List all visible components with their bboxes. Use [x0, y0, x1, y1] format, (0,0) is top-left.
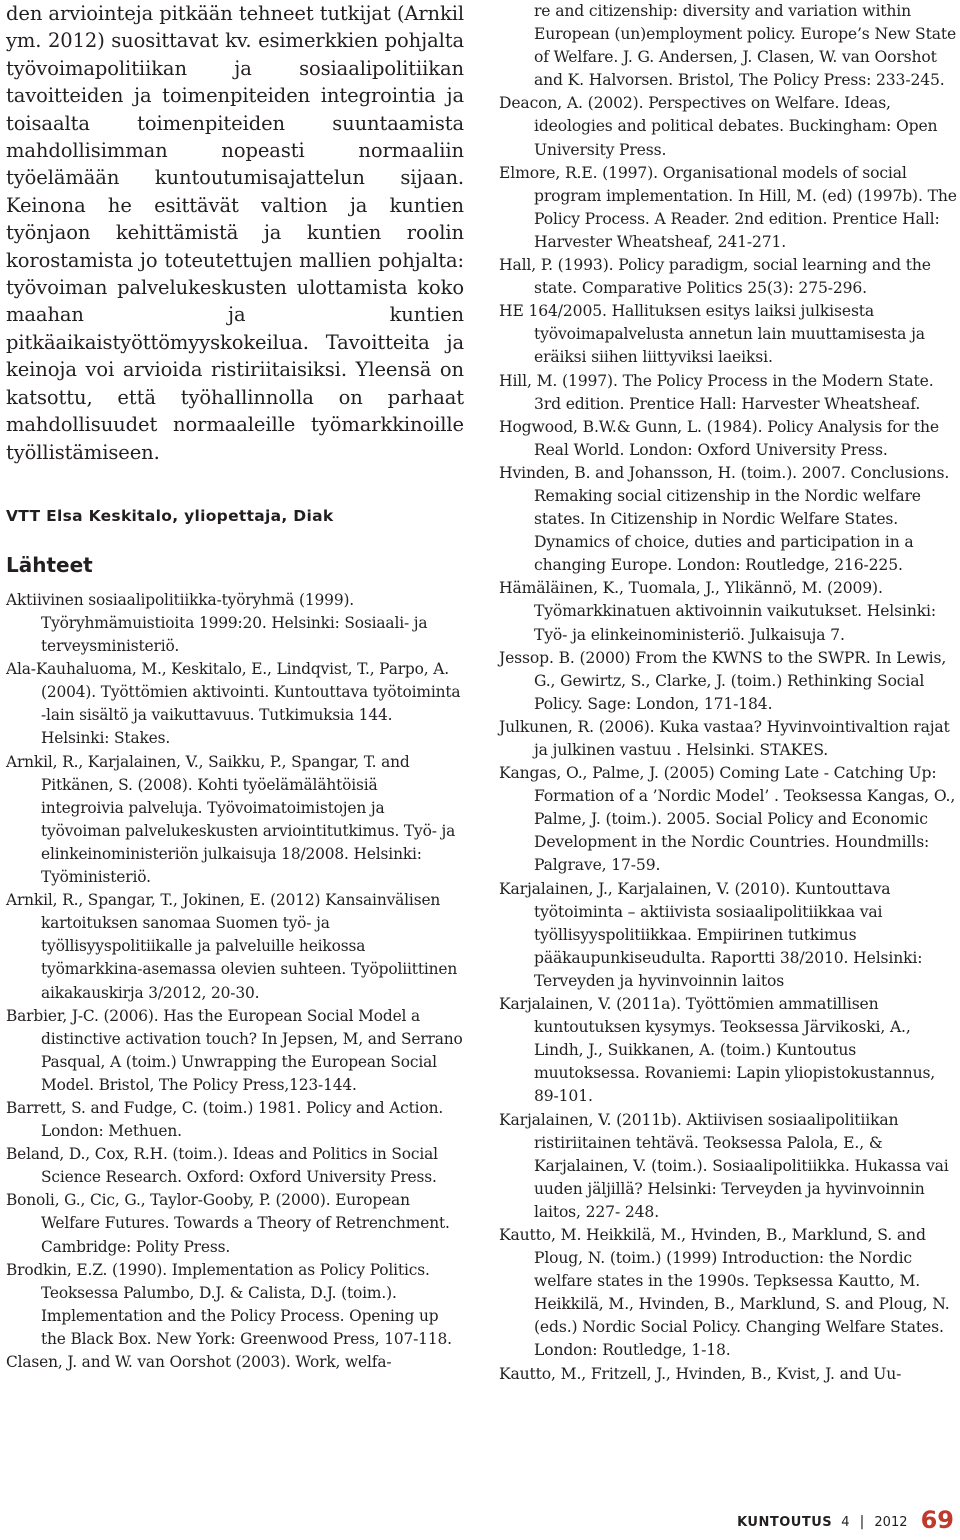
reference-item: Aktiivinen sosiaalipolitiikka-työryhmä (1999). Työryhmämuistioita 1999:20. Helsinki: Sosiaali- ja terveysministeriö.	[6, 590, 428, 656]
reference-item: Karjalainen, V. (2011b). Aktiivisen sosiaalipolitiikan ristiriitainen tehtävä. Teoksessa Palola, E., & Karjalainen, V. (toim.). Sosiaalipolitiikka. Hukassa vai uuden jäljillä? Helsinki: Terveyden ja hyvinvoinnin laitos, 227- 248.	[499, 1110, 949, 1221]
reference-item: Elmore, R.E. (1997). Organisational models of social program implementation. In Hill, M. (ed) (1997b). The Policy Process. A Reader. 2nd edition. Prentice Hall: Harvester Wheatsheaf, 241-271.	[499, 163, 957, 251]
reference-item: Kautto, M., Fritzell, J., Hvinden, B., Kvist, J. and Uu-	[499, 1364, 902, 1383]
reference-item: Hall, P. (1993). Policy paradigm, social learning and the state. Comparative Politics 25(3): 275-296.	[499, 256, 931, 298]
reference-item: Hämäläinen, K., Tuomala, J., Ylikännö, M. (2009). Työmarkkinatuen aktivoinnin vaikutukset. Helsinki: Työ- ja elinkeinoministeriö. Julkaisuja 7.	[499, 579, 936, 644]
left-column	[6, 0, 464, 1374]
author-line: VTT Elsa Keskitalo, yliopettaja, Diak	[6, 506, 334, 525]
reference-item: Karjalainen, V. (2011a). Työttömien ammatillisen kuntoutuksen kysymys. Teoksessa Järvikoski, A., Lindh, J., Suikkanen, A. (toim.) Kuntoutus muutoksessa. Rovaniemi: Lapin yliopistokustannus, 89-101.	[499, 995, 936, 1106]
issue-number: 4	[841, 1515, 850, 1530]
references-list-left	[6, 589, 464, 1374]
reference-item: Kautto, M. Heikkilä, M., Hvinden, B., Marklund, S. and Ploug, N. (toim.) (1999) Introduction: the Nordic welfare states in the 1990s. Tepksessa Kautto, M. Heikkilä, M., Hvinden, B., Marklund, S. and Ploug, N. (eds.) Nordic Social Policy. Changing Welfare States. London: Routledge, 1-18.	[499, 1225, 950, 1360]
reference-item: Arnkil, R., Spangar, T., Jokinen, E. (2012) Kansainvälisen kartoituksen sanomaa Suomen työ- ja työllisyyspolitiikalle ja palveluille heikossa työmarkkina-asemassa olevien suhteen. Työpoliittinen aikakauskirja 3/2012, 20-30.	[6, 891, 458, 1002]
reference-item: Hvinden, B. and Johansson, H. (toim.). 2007. Conclusions. Remaking social citizenship in the Nordic welfare states. In Citizenship in Nordic Welfare States. Dynamics of choice, duties and participation in a changing Europe. London: Routledge, 216-225.	[499, 463, 950, 575]
right-column	[499, 0, 957, 1386]
page-number: 69	[920, 1506, 954, 1534]
reference-item: Beland, D., Cox, R.H. (toim.). Ideas and Politics in Social Science Research. Oxford: Oxford University Press.	[6, 1145, 438, 1187]
reference-item: Kangas, O., Palme, J. (2005) Coming Late - Catching Up: Formation of a ’Nordic Model’ . Teoksessa Kangas, O., Palme, J. (toim.). 2005. Social Policy and Economic Development in the Nordic Countries. Houndmills: Palgrave, 17-59.	[499, 764, 956, 875]
reference-item: Deacon, A. (2002). Perspectives on Welfare. Ideas, ideologies and political debates. Buckingham: Open University Press.	[499, 94, 938, 159]
reference-item: re and citizenship: diversity and variation within European (un)employment policy. Europe’s New State of Welfare. J. G. Andersen, J. Clasen, W. van Oorshot and K. Halvorsen. Bristol, The Policy Press: 233-245.	[534, 2, 957, 90]
reference-item: Karjalainen, J., Karjalainen, V. (2010). Kuntouttava työtoiminta – aktiivista sosiaalipolitiikkaa vai työllisyyspolitiikkaa. Empiirinen tutkimus pääkaupunkiseudulta. Raportti 38/2010. Helsinki: Terveyden ja hyvinvoinnin laitos	[499, 879, 923, 990]
reference-item: Hogwood, B.W.& Gunn, L. (1984). Policy Analysis for the Real World. London: Oxford University Press.	[499, 417, 939, 459]
reference-item: Barbier, J-C. (2006). Has the European Social Model a distinctive activation touch? In Jepsen, M, and Serrano Pasqual, A (toim.) Unwrapping the European Social Model. Bristol, The Policy Press,123-144.	[6, 1006, 463, 1094]
reference-item: Arnkil, R., Karjalainen, V., Saikku, P., Spangar, T. and Pitkänen, S. (2008). Kohti työelämälähtöisiä integroivia palveluja. Työvoimatoimistojen ja työvoiman palvelukeskusten arviointitutkimus. Työ- ja elinkeinoministeriön julkaisuja 18/2008. Helsinki: Työministeriö.	[6, 752, 456, 887]
page-footer	[737, 1506, 954, 1534]
reference-item: Brodkin, E.Z. (1990). Implementation as Policy Politics. Teoksessa Palumbo, D.J. & Calista, D.J. (toim.). Implementation and the Policy Process. Opening up the Black Box. New York: Greenwood Press, 107-118.	[6, 1260, 452, 1348]
body-paragraph: den arviointeja pitkään tehneet tutkijat (Arnkil ym. 2012) suosittavat kv. esimerkkien pohjalta työvoimapolitiikan ja sosiaalipolitiikan tavoitteiden ja toimenpiteiden integrointia ja toisaalta toimenpiteiden suuntaamista mahdollisimman nopeasti normaaliin työelämään kuntoutumisajattelun sijaan. Keinona he esittävät valtion ja kuntien työnjaon kehittämistä ja kuntien roolin korostamista jo toteutettujen mallien pohjalta: työvoiman palvelukeskusten ulottamista koko maahan ja kuntien pitkäaikaistyöttömyyskokeilua. Tavoitteita ja keinoja voi arvioida ristiriitaisiksi. Yleensä on katsottu, että työhallinnolla on parhaat mahdollisuudet normaaleille työmarkkinoille työllistämiseen.	[6, 2, 464, 464]
footer-separator: |	[859, 1514, 865, 1530]
reference-item: HE 164/2005. Hallituksen esitys laiksi julkisesta työvoimapalvelusta annetun lain muuttamisesta ja eräiksi siihen liittyviksi laeiksi.	[499, 302, 925, 367]
reference-item: Clasen, J. and W. van Oorshot (2003). Work, welfa-	[6, 1353, 392, 1371]
references-heading: Lähteet	[6, 552, 93, 577]
journal-name: KUNTOUTUS	[737, 1515, 833, 1530]
issue-year: 2012	[874, 1515, 908, 1530]
reference-item: Bonoli, G., Cic, G., Taylor-Gooby, P. (2000). European Welfare Futures. Towards a Theory of Retrenchment. Cambridge: Polity Press.	[6, 1191, 450, 1256]
reference-item: Barrett, S. and Fudge, C. (toim.) 1981. Policy and Action. London: Methuen.	[6, 1098, 444, 1141]
reference-item: Julkunen, R. (2006). Kuka vastaa? Hyvinvointivaltion rajat ja julkinen vastuu . Helsinki. STAKES.	[499, 717, 950, 759]
reference-item: Jessop. B. (2000) From the KWNS to the SWPR. In Lewis, G., Gewirtz, S., Clarke, J. (toim.) Rethinking Social Policy. Sage: London, 171-184.	[499, 648, 947, 713]
reference-item: Hill, M. (1997). The Policy Process in the Modern State. 3rd edition. Prentice Hall: Harvester Wheatsheaf.	[499, 371, 934, 413]
reference-item: Ala-Kauhaluoma, M., Keskitalo, E., Lindqvist, T., Parpo, A. (2004). Työttömien aktivointi. Kuntouttava työtoiminta -lain sisältö ja vaikuttavuus. Tutkimuksia 144. Helsinki: Stakes.	[6, 660, 461, 748]
references-list-right	[499, 0, 957, 1386]
